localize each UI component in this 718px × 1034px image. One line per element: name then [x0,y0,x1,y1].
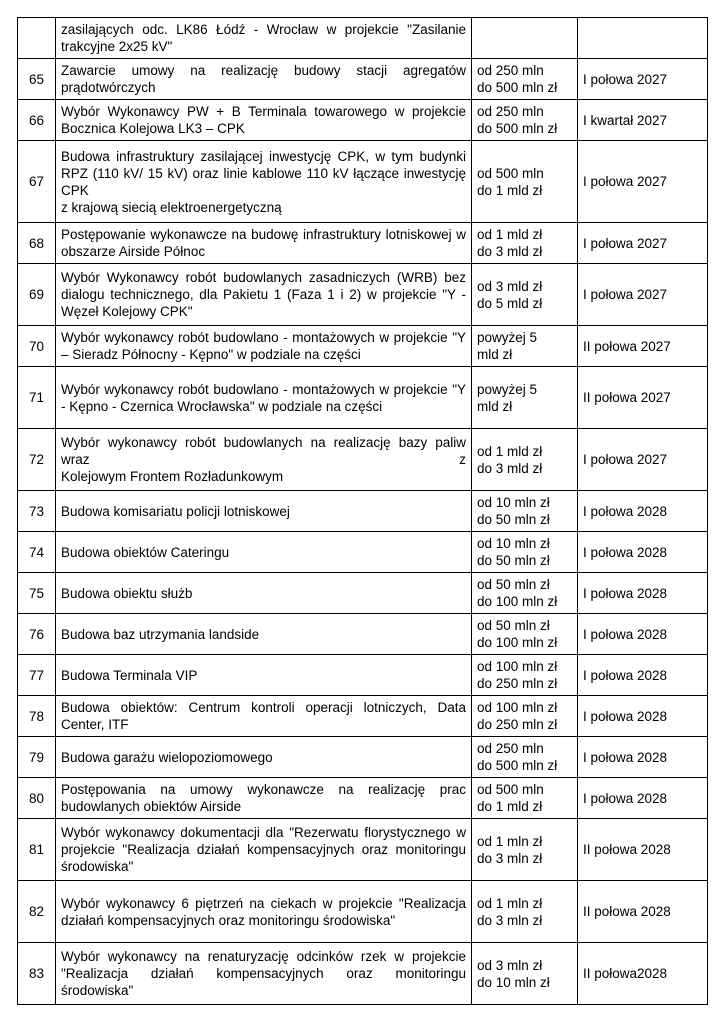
value-line: od 1 mln zł [477,895,543,911]
row-description [56,141,472,223]
row-number: 77 [18,655,56,696]
table-row [18,696,708,737]
description-line: Wybór wykonawcy dokumentacji dla "Rezerwatu florystycznego w projekcie "Realizacja działań kompensacyjnych oraz monitoringu środowiska" [61,825,466,874]
row-description [56,264,472,326]
row-number [18,18,56,59]
row-value [472,491,578,532]
table-row [18,943,708,1005]
row-value [472,943,578,1005]
row-term: I połowa 2028 [578,737,708,778]
row-value [472,881,578,943]
value-line: do 1 mld zł [477,182,543,198]
description-line: Postępowanie wykonawcze na budowę infrastruktury lotniskowej w obszarze Airside Północ [61,227,466,259]
value-line: do 250 mln zł [477,676,558,691]
table-row [18,264,708,326]
description-line: zasilających odc. LK86 Łódź - Wrocław w projekcie "Zasilanie trakcyjne 2x25 kV" [61,22,466,54]
value-line: do 500 mln zł [477,80,558,95]
description-line: Budowa baz utrzymania landside [61,626,260,642]
value-line: od 250 mln [477,741,544,756]
value-line: od 250 mln [477,63,544,78]
row-term: I połowa 2028 [578,491,708,532]
value-line: od 500 mln [477,165,544,181]
description-line: Kolejowym Frontem Rozładunkowym [61,469,284,484]
row-value [472,326,578,367]
row-value [472,655,578,696]
row-number: 74 [18,532,56,573]
value-line: do 3 mln zł [477,912,543,928]
row-description [56,943,472,1005]
table-row [18,100,708,141]
row-number: 73 [18,491,56,532]
row-value [472,696,578,737]
description-line: Wybór wykonawcy robót budowlano - montażowych w projekcie "Y – Sieradz Północny - Kępno" w podziale na części [61,330,466,362]
row-term: I połowa 2027 [578,264,708,326]
value-line: do 50 mln zł [477,512,550,527]
row-value [472,141,578,223]
row-number: 70 [18,326,56,367]
row-term: II połowa2028 [578,943,708,1005]
row-term: II połowa 2027 [578,326,708,367]
row-value [472,819,578,881]
row-number: 82 [18,881,56,943]
description-line: Wybór wykonawcy 6 piętrzeń na ciekach w projekcie "Realizacja działań kompensacyjnych oraz monitoringu środowiska" [61,895,466,928]
value-line: do 3 mld zł [477,460,543,476]
table-row [18,532,708,573]
value-line: od 3 mld zł [477,278,543,294]
row-value [472,737,578,778]
row-number: 80 [18,778,56,819]
row-term: I połowa 2027 [578,223,708,264]
procurement-table [17,17,708,1005]
row-term: I połowa 2028 [578,655,708,696]
value-line: mld zł [477,398,513,414]
row-description [56,573,472,614]
table-row [18,491,708,532]
description-line: Zawarcie umowy na realizację budowy stacji agregatów prądotwórczych [61,63,466,95]
table-row [18,367,708,429]
row-value [472,778,578,819]
value-line: do 3 mld zł [477,244,543,259]
row-number: 71 [18,367,56,429]
row-description [56,429,472,491]
row-description [56,737,472,778]
value-line: od 50 mln zł [477,577,550,592]
value-line: do 1 mld zł [477,799,543,814]
description-line: Budowa infrastruktury zasilającej inwestycję CPK, w tym budynki RPZ (110 kV/ 15 kV) oraz linie kablowe 110 kV łączące inwestycję CPK [61,148,466,198]
row-number: 76 [18,614,56,655]
row-description [56,819,472,881]
value-line: do 5 mld zł [477,295,543,311]
description-line: Budowa obiektów Cateringu [61,544,230,560]
value-line: od 1 mld zł [477,227,543,242]
table-body [18,18,708,1005]
row-number: 69 [18,264,56,326]
value-line: od 1 mld zł [477,443,543,459]
row-number: 83 [18,943,56,1005]
description-line: Budowa garażu wielopoziomowego [61,749,273,765]
row-term: I połowa 2027 [578,429,708,491]
row-value [472,573,578,614]
value-line: od 250 mln [477,104,544,119]
row-description [56,18,472,59]
row-description [56,881,472,943]
row-description [56,223,472,264]
value-line: do 500 mln zł [477,758,558,773]
table-row [18,614,708,655]
row-description [56,655,472,696]
description-line: z krajową siecią elektroenergetyczną [61,199,282,215]
row-value [472,18,578,59]
row-value [472,614,578,655]
table-row [18,655,708,696]
row-term: II połowa 2028 [578,819,708,881]
value-line: do 50 mln zł [477,553,550,568]
row-term [578,18,708,59]
row-description [56,778,472,819]
row-value [472,264,578,326]
value-line: do 250 mln zł [477,717,558,732]
row-number: 68 [18,223,56,264]
row-number: 67 [18,141,56,223]
row-term: I połowa 2028 [578,573,708,614]
row-description [56,614,472,655]
description-line: Wybór Wykonawcy PW + B Terminala towarowego w projekcie Bocznica Kolejowa LK3 – CPK [61,104,466,136]
row-term: I połowa 2027 [578,59,708,100]
table-row [18,778,708,819]
table-row [18,429,708,491]
row-number: 72 [18,429,56,491]
description-line: Budowa obiektu służb [61,585,193,601]
value-line: do 10 mln zł [477,974,550,990]
row-description [56,367,472,429]
row-number: 79 [18,737,56,778]
value-line: mld zł [477,347,513,362]
table-row [18,819,708,881]
value-line: od 10 mln zł [477,495,550,510]
value-line: od 50 mln zł [477,618,550,633]
value-line: od 10 mln zł [477,536,550,551]
description-line: Wybór wykonawcy robót budowlano - montażowych w projekcie "Y - Kępno - Czernica Wrocławska" w podziale na części [61,381,466,414]
row-term: I połowa 2028 [578,532,708,573]
value-line: do 100 mln zł [477,635,558,650]
table-row [18,881,708,943]
row-description [56,59,472,100]
row-number: 75 [18,573,56,614]
table-row [18,223,708,264]
description-line: Wybór wykonawcy na renaturyzację odcinków rzek w projekcie "Realizacja działań kompensacyjnych oraz monitoringu środowiska" [61,949,466,998]
row-number: 81 [18,819,56,881]
value-line: od 500 mln [477,782,544,797]
row-term: II połowa 2028 [578,881,708,943]
description-line: Wybór wykonawcy robót budowlanych na realizację bazy paliw wraz z [61,435,466,467]
value-line: do 500 mln zł [477,121,558,136]
table-row [18,141,708,223]
row-term: II połowa 2027 [578,367,708,429]
table-row [18,59,708,100]
row-value [472,429,578,491]
row-value [472,223,578,264]
value-line: od 3 mln zł [477,957,543,973]
value-line: powyżej 5 [477,330,538,345]
row-value [472,100,578,141]
value-line: do 100 mln zł [477,594,558,609]
description-line: Budowa obiektów: Centrum kontroli operacji lotniczych, Data Center, ITF [61,700,466,732]
table-row [18,326,708,367]
value-line: powyżej 5 [477,381,538,397]
table-row [18,573,708,614]
table-row [18,737,708,778]
row-value [472,59,578,100]
description-line: Budowa Terminala VIP [61,667,198,683]
row-description [56,532,472,573]
row-description [56,100,472,141]
description-line: Wybór Wykonawcy robót budowlanych zasadniczych (WRB) bez dialogu technicznego, dla Pakietu 1 (Faza 1 i 2) w projekcie "Y - Węzeł Kolejowy CPK" [61,270,466,319]
row-number: 66 [18,100,56,141]
row-term: I połowa 2028 [578,696,708,737]
row-value [472,532,578,573]
description-line: Budowa komisariatu policji lotniskowej [61,503,290,519]
value-line: od 1 mln zł [477,833,543,849]
table-row [18,18,708,59]
description-line: Postępowania na umowy wykonawcze na realizację prac budowlanych obiektów Airside [61,782,466,814]
value-line: od 100 mln zł [477,659,558,674]
row-term: I kwartał 2027 [578,100,708,141]
row-term: I połowa 2028 [578,614,708,655]
row-number: 65 [18,59,56,100]
row-value [472,367,578,429]
row-term: I połowa 2028 [578,778,708,819]
row-description [56,696,472,737]
row-description [56,491,472,532]
value-line: do 3 mln zł [477,850,543,866]
row-term: I połowa 2027 [578,141,708,223]
row-description [56,326,472,367]
value-line: od 100 mln zł [477,700,558,715]
row-number: 78 [18,696,56,737]
